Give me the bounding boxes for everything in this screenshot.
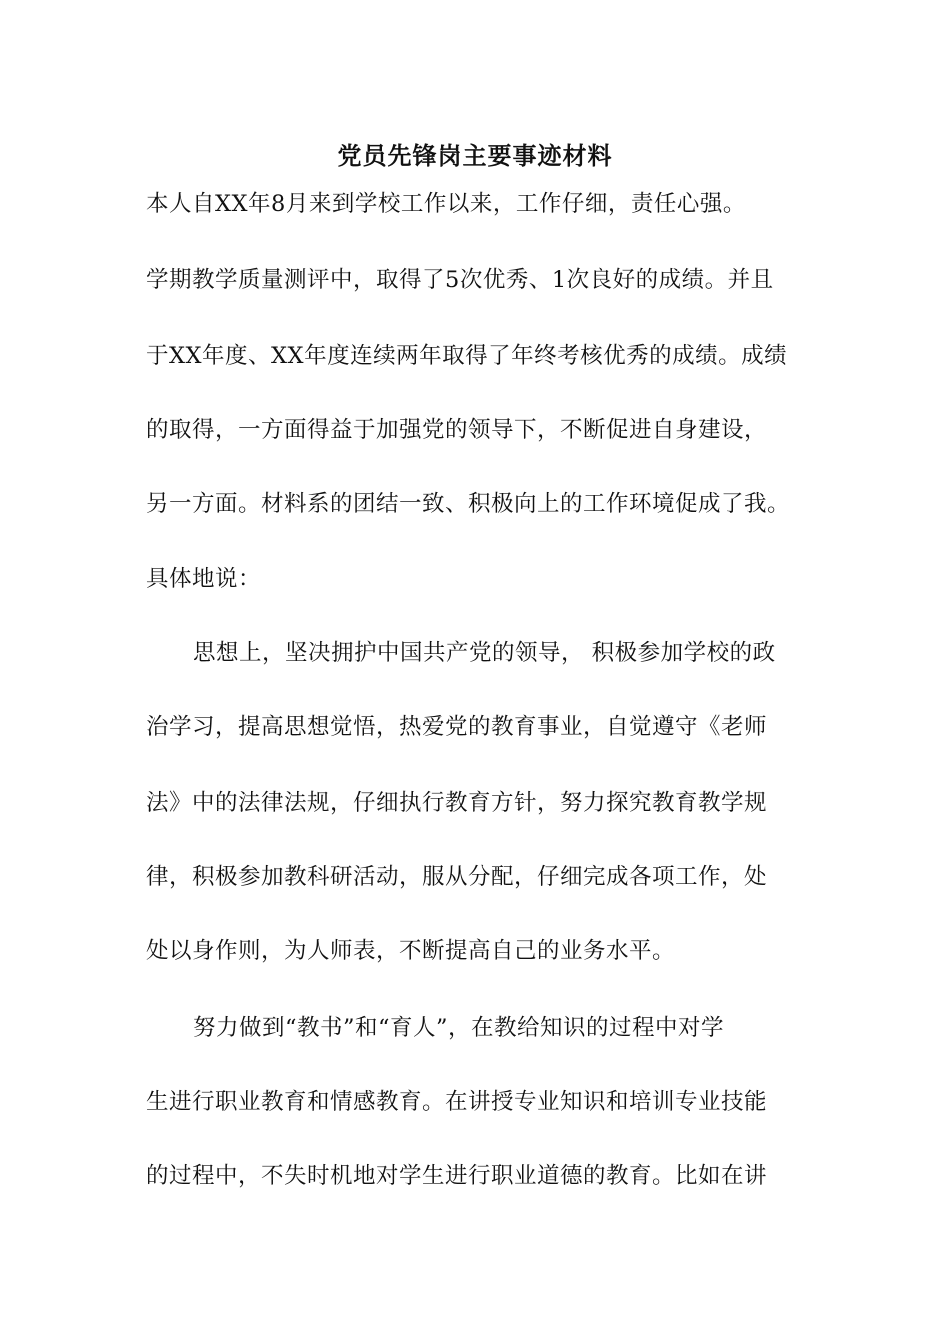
paragraph-line: 治学习，提高思想觉悟，热爱党的教育事业，自觉遵守《老师: [146, 714, 768, 740]
paragraph-line: 另一方面。材料系的团结一致、积极向上的工作环境促成了我。: [146, 491, 791, 517]
paragraph-line: 法》中的法律法规，仔细执行教育方针，努力探究教育教学规: [146, 790, 768, 816]
paragraph-line: 本人自XX年8月来到学校工作以来，工作仔细，责任心强。: [146, 191, 746, 217]
paragraph-line: 生进行职业教育和情感教育。在讲授专业知识和培训专业技能: [146, 1089, 768, 1115]
paragraph-line: 律，积极参加教科研活动，服从分配，仔细完成各项工作，处: [146, 864, 768, 890]
document-title: 党员先锋岗主要事迹材料: [337, 141, 613, 170]
paragraph-line: 的过程中，不失时机地对学生进行职业道德的教育。比如在讲: [146, 1163, 768, 1189]
paragraph-line: 具体地说：: [146, 566, 262, 592]
paragraph-line: 努力做到“教书”和“育人”，在教给知识的过程中对学: [193, 1015, 725, 1041]
paragraph-line: 的取得，一方面得益于加强党的领导下，不断促进自身建设，: [146, 417, 768, 443]
paragraph-line: 于XX年度、XX年度连续两年取得了年终考核优秀的成绩。成绩: [146, 343, 788, 369]
paragraph-line: 思想上，坚决拥护中国共产党的领导， 积极参加学校的政: [193, 640, 776, 666]
paragraph-line: 学期教学质量测评中，取得了5次优秀、1次良好的成绩。并且: [146, 267, 774, 293]
paragraph-line: 处以身作则，为人师表，不断提高自己的业务水平。: [146, 938, 676, 964]
